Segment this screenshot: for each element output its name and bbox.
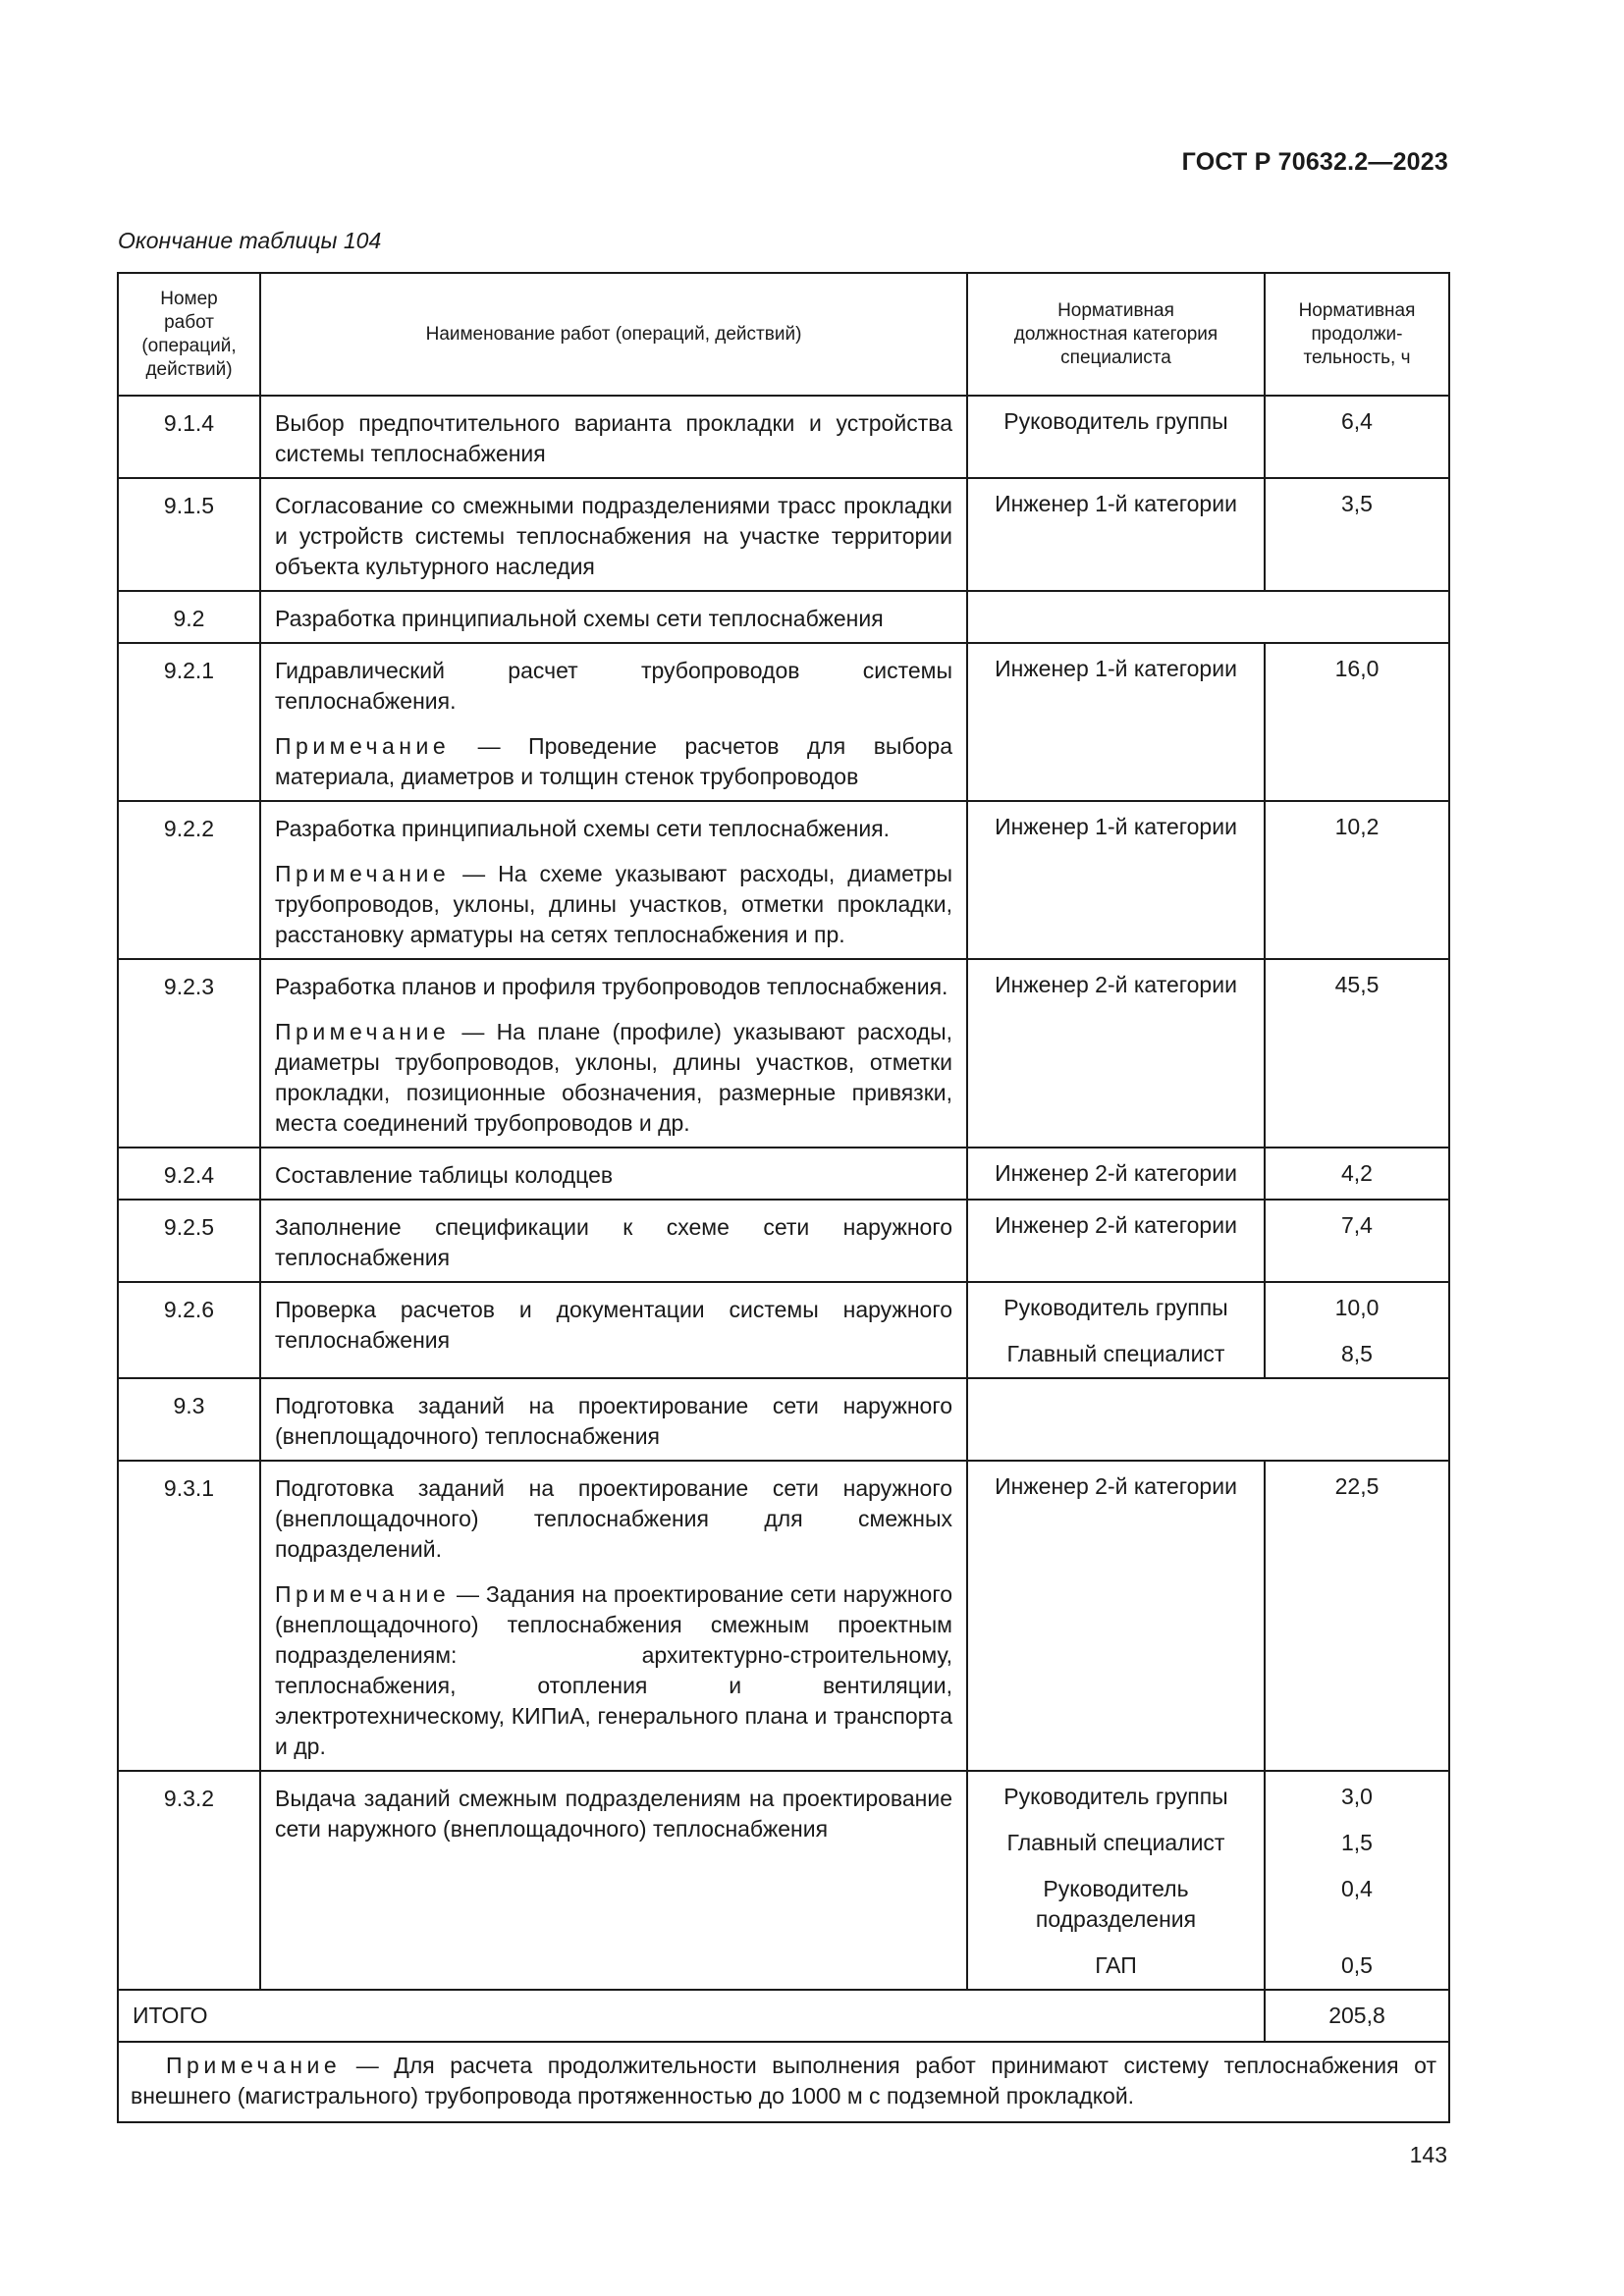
row-number: 9.2.3 [118,959,260,1148]
note-label: Примечание [275,1019,451,1044]
row-note [275,1017,952,1139]
page-number: 143 [1409,2142,1447,2167]
column-header-duration: Нормативная продолжи- тельность, ч [1265,273,1449,396]
row-number: 9.2.2 [118,801,260,959]
note-label: Примечание [166,2053,342,2078]
table-row [118,643,1449,801]
duration-value: 8,5 [1341,1341,1373,1366]
note-label: Примечание [275,861,451,886]
specialist-category: Руководитель подразделения [1035,1876,1197,1932]
total-label: ИТОГО [118,1990,1265,2042]
work-name-cell [260,959,967,1148]
specialist-category: Руководитель группы [1003,1295,1228,1320]
duration-value: 10,0 [1334,1295,1380,1320]
duration-value: 16,0 [1265,643,1449,801]
row-number: 9.2.1 [118,643,260,801]
table-row [118,1148,1449,1200]
section-row [118,591,1449,643]
table-row [118,959,1449,1148]
specialist-category: Инженер 2-й категории [967,1148,1265,1200]
work-name-cell [260,1461,967,1771]
total-value: 205,8 [1265,1990,1449,2042]
empty-cell [967,591,1449,643]
row-note [275,859,952,950]
duration-value: 6,4 [1265,396,1449,478]
work-name: Подготовка заданий на проектирование сети наружного (внеплощадочного) теплоснабжения для смежных подразделений. [275,1475,952,1562]
specialist-category: Инженер 1-й категории [967,643,1265,801]
duration-value: 7,4 [1265,1200,1449,1282]
table-row [118,396,1449,478]
note-text: — Проведение расчетов для выбора материала, диаметров и толщин стенок трубопроводов [275,733,952,789]
note-text: — На схеме указывают расходы, диаметры трубопроводов, уклоны, длины участков, отметки прокладки, расстановку арматуры на сетях теплоснабжения и пр. [275,861,952,947]
column-header-number: Номер работ (операций, действий) [118,273,260,396]
duration-value: 0,4 [1341,1876,1373,1901]
column-header-name: Наименование работ (операций, действий) [260,273,967,396]
duration-value: 3,0 [1341,1784,1373,1809]
specialist-category: Главный специалист [1006,1341,1225,1366]
row-number: 9.3 [118,1378,260,1461]
specialist-category: ГАП [1095,1952,1137,1978]
specialist-category: Главный специалист [1006,1830,1225,1855]
work-name: Согласование со смежными подразделениями трасс прокладки и устройств системы теплоснабжения на участке территории объекта культурного наследия [260,478,967,591]
specialist-category: Инженер 1-й категории [967,801,1265,959]
empty-cell [967,1378,1449,1461]
note-text: — На плане (профиле) указывают расходы, диаметры трубопроводов, уклоны, длины участков, отметки прокладки, позиционные обозначения, размерные привязки, места соединений трубопроводов и др. [275,1019,952,1136]
specialist-category-cell [967,1771,1265,1990]
duration-value: 10,2 [1265,801,1449,959]
duration-value: 4,2 [1265,1148,1449,1200]
table-caption: Окончание таблицы 104 [118,228,382,253]
table-row [118,1200,1449,1282]
specialist-category: Инженер 2-й категории [967,1461,1265,1771]
work-name: Разработка принципиальной схемы сети теплоснабжения. [275,816,891,841]
table-note [118,2042,1449,2122]
table-row [118,1461,1449,1771]
work-name: Составление таблицы колодцев [260,1148,967,1200]
row-number: 9.3.2 [118,1771,260,1990]
specialist-category-cell [967,1282,1265,1378]
specialist-category: Руководитель группы [967,396,1265,478]
row-number: 9.2 [118,591,260,643]
duration-value: 3,5 [1265,478,1449,591]
work-name: Выбор предпочтительного варианта прокладки и устройства системы теплоснабжения [260,396,967,478]
work-name: Выдача заданий смежным подразделениям на проектирование сети наружного (внеплощадочного) теплоснабжения [260,1771,967,1990]
work-name: Гидравлический расчет трубопроводов системы теплоснабжения. [275,658,952,714]
table-note-row [118,2042,1449,2122]
specialist-category: Руководитель группы [1003,1784,1228,1809]
section-name: Подготовка заданий на проектирование сети наружного (внеплощадочного) теплоснабжения [260,1378,967,1461]
duration-value: 22,5 [1265,1461,1449,1771]
duration-value: 1,5 [1341,1830,1373,1855]
work-name: Проверка расчетов и документации системы наружного теплоснабжения [260,1282,967,1378]
duration-cell [1265,1771,1449,1990]
work-name-cell [260,801,967,959]
specialist-category: Инженер 2-й категории [967,959,1265,1148]
document-code: ГОСТ Р 70632.2—2023 [1181,148,1448,176]
table-row [118,801,1449,959]
specialist-category: Инженер 2-й категории [967,1200,1265,1282]
total-row [118,1990,1449,2042]
work-name-cell [260,643,967,801]
work-name: Заполнение спецификации к схеме сети наружного теплоснабжения [260,1200,967,1282]
row-note [275,1579,952,1762]
row-number: 9.1.4 [118,396,260,478]
duration-cell [1265,1282,1449,1378]
duration-value: 45,5 [1265,959,1449,1148]
note-text: — Для расчета продолжительности выполнения работ принимают систему теплоснабжения от внешнего (магистрального) трубопровода протяженностью до 1000 м с подземной прокладкой. [131,2053,1436,2109]
row-number: 9.2.6 [118,1282,260,1378]
table-row [118,1771,1449,1990]
note-label: Примечание [275,1581,451,1607]
specialist-category: Инженер 1-й категории [967,478,1265,591]
column-header-category: Нормативная должностная категория специалиста [967,273,1265,396]
table-row [118,478,1449,591]
note-text: — Задания на проектирование сети наружного (внеплощадочного) теплоснабжения смежным проектным подразделениям: архитектурно-строительному, теплоснабжения, отопления и вентиляции, электротехническому, КИПиА, генерального плана и транспорта и др. [275,1581,952,1759]
row-number: 9.2.5 [118,1200,260,1282]
row-number: 9.2.4 [118,1148,260,1200]
note-label: Примечание [275,733,451,759]
work-norms-table [117,272,1450,2123]
row-note [275,731,952,792]
work-name: Разработка планов и профиля трубопроводов теплоснабжения. [275,974,948,999]
table-header-row [118,273,1449,396]
section-row [118,1378,1449,1461]
table-row [118,1282,1449,1378]
row-number: 9.1.5 [118,478,260,591]
duration-value: 0,5 [1341,1952,1373,1978]
row-number: 9.3.1 [118,1461,260,1771]
section-name: Разработка принципиальной схемы сети теплоснабжения [260,591,967,643]
